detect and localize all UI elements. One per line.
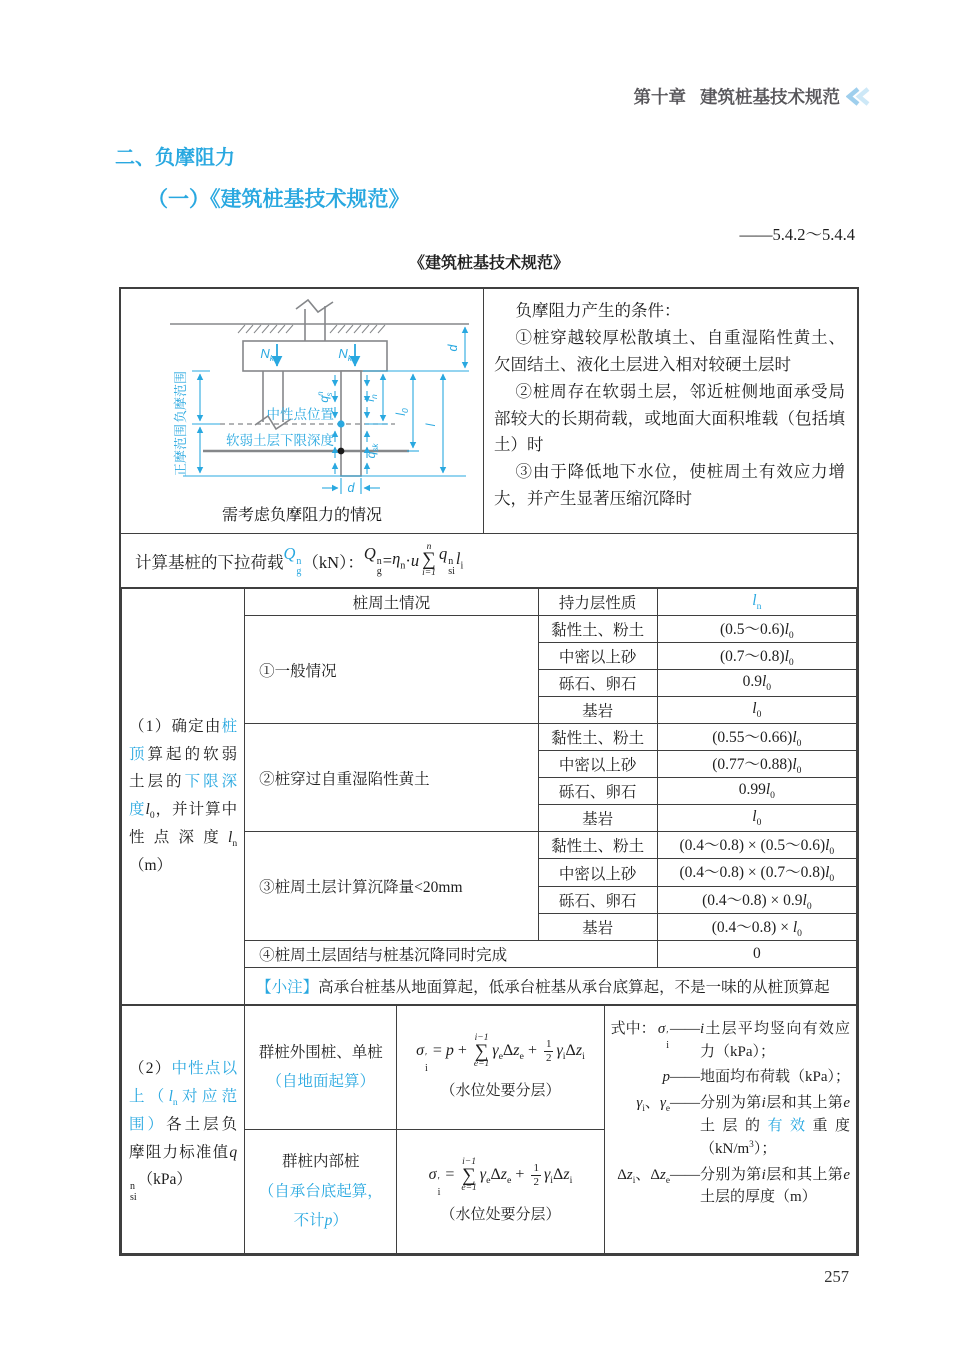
soil-type-cell: 中密以上砂 <box>538 643 657 670</box>
soil-type-cell: 砾石、卵石 <box>538 670 657 697</box>
ln-value-cell: (0.4～0.8) × $0.9l_0$ <box>657 886 856 913</box>
col-header-bearing-layer: 持力层性质 <box>538 589 657 616</box>
ln-value-cell: $l_0$ <box>657 697 856 724</box>
ln-value-cell: $(0.55\sim 0.66)l_0$ <box>657 724 856 751</box>
neutral-point-table <box>121 588 857 1005</box>
subsection-heading: （一）《建筑桩基技术规范》 <box>147 187 410 211</box>
page-number: 257 <box>824 1267 849 1286</box>
ln-value-cell: (0.4～0.8) × $(0.7\sim 0.8)l_0$ <box>657 859 856 886</box>
pile-case-cell: 群桩外围桩、单桩 （自地面起算） <box>245 1005 397 1129</box>
group-label: ①一般情况 <box>245 616 538 724</box>
condition-item: ③由于降低地下水位，使桩周土有效应力增大，并产生显著压缩沉降时 <box>494 462 845 509</box>
soft-limit-label: 软弱土层下限深度 <box>225 433 334 448</box>
ln-value-cell: (0.4～0.8) × $(0.5\sim 0.6)l_0$ <box>657 832 856 859</box>
condition-item: ②桩周存在软弱土层，邻近桩侧地面承受局部较大的长期荷载，或地面大面积堆载（包括填土）时 <box>494 381 845 455</box>
formula-note: （水位处要分层） <box>440 1207 561 1224</box>
soil-type-cell: 砾石、卵石 <box>538 886 657 913</box>
soil-type-cell: 基岩 <box>538 697 657 724</box>
note-row: 【小注】高承台桩基从地面算起，低承台桩基从承台底算起，不是一味的从桩顶算起 <box>245 967 857 1004</box>
neutral-point-label: 中性点位置 <box>266 407 334 422</box>
ln-dim-label: $l_n$ <box>362 394 379 402</box>
pile-case-cell: 群桩内部桩 （自承台底起算， 不计p） <box>245 1129 397 1253</box>
diagram-caption: 需考虑负摩阻力的情况 <box>221 507 382 524</box>
code-clause-reference: ——5.4.2～5.4.4 <box>739 225 855 244</box>
section-heading: 二、负摩阻力 <box>115 147 235 169</box>
stress-formula-cell <box>397 1129 604 1253</box>
d-bottom-label: d <box>347 481 354 495</box>
chapter-number: 第十章 <box>633 87 686 107</box>
col-header-soil-condition: 桩周土情况 <box>245 589 538 616</box>
symbol-definition-row: $\gamma_i$、$\gamma_e$ —— 分别为第i层和其上第e土层的有效重度$(kN/m^3)$； <box>636 1095 850 1157</box>
negative-friction-diagram <box>125 294 480 502</box>
row-label-1: （1）确定由桩顶算起的软弱土层的下限深度$l_0$，并计算中性点深度$l_n(m)$ <box>122 589 245 1005</box>
symbol-definition-row: 式中： σ ′ i —— i土层平均竖向有效应力（kPa）； <box>611 1018 850 1064</box>
soft-limit-dot <box>337 448 344 455</box>
soil-type-cell: 中密以上砂 <box>538 859 657 886</box>
group-label: ③桩周土层计算沉降量<20mm <box>245 832 538 940</box>
symbol-definition-row: $\Delta z_i$、$\Delta z_e$ —— 分别为第i层和其上第e土层的厚度（m） <box>617 1166 850 1206</box>
ln-value-cell: $0.99l_0$ <box>657 778 856 805</box>
table-title: 《建筑桩基技术规范》 <box>408 255 569 272</box>
content-table <box>119 287 859 1256</box>
qsi-table <box>121 1005 857 1254</box>
group-label: ②桩穿过自重湿陷性黄土 <box>245 724 538 832</box>
symbol-definitions-cell <box>604 1005 856 1253</box>
stress-formula: σ ′ i = p + i−1 ∑ e=1 $\gamma_e\Delta z_e$ + $\frac{1}{2}$ $\gamma_i\Delta z_i$ <box>416 1033 585 1074</box>
l-dim-label: l <box>423 423 438 427</box>
ln-value-cell: $(0.7\sim 0.8)l_0$ <box>657 643 856 670</box>
where-prefix: 式中： <box>610 1020 656 1037</box>
symbol-definition-row: p —— 地面均布荷载（kPa）； <box>662 1069 851 1086</box>
soil-type-cell: 基岩 <box>538 805 657 832</box>
load-label: $N_k$ <box>259 346 274 363</box>
ln-value-cell: $0.9l_0$ <box>657 670 856 697</box>
load-label: $N_k$ <box>337 346 352 363</box>
d-dim-label: d <box>445 344 460 352</box>
soil-type-cell: 黏性土、粉土 <box>538 616 657 643</box>
double-left-chevron-icon <box>846 87 871 106</box>
formula-note: （水位处要分层） <box>440 1083 561 1100</box>
stress-formula: σ ′ i = i−1 ∑ e=1 $\gamma_e\Delta z_e$ + $\frac{1}{2}$ $\gamma_i\Delta z_i$ <box>428 1157 573 1198</box>
stress-formula-cell <box>397 1005 604 1129</box>
soil-type-cell: 黏性土、粉土 <box>538 832 657 859</box>
ln-value-cell: (0.4～0.8) × $l_0$ <box>657 913 856 940</box>
neutral-point-dot <box>337 420 344 427</box>
ln-value-cell: $(0.5\sim 0.6)l_0$ <box>657 616 856 643</box>
soil-type-cell: 黏性土、粉土 <box>538 724 657 751</box>
top-row <box>121 289 857 534</box>
soil-type-cell: 基岩 <box>538 913 657 940</box>
column-break <box>296 300 333 312</box>
chapter-title: 建筑桩基技术规范 <box>700 87 840 107</box>
row-label-2: （2）中性点以上（$l_n$对应范围）各土层负摩阻力标准值q n si （kPa） <box>122 1005 245 1253</box>
condition-item: ①桩穿越较厚松散填土、自重湿陷性黄土、欠固结土、液化土层进入相对较硬土层时 <box>494 327 845 374</box>
soil-type-cell: 中密以上砂 <box>538 751 657 778</box>
pile-diagram-cell <box>121 289 484 533</box>
ln-value-cell: $(0.77\sim 0.88)l_0$ <box>657 751 856 778</box>
q-pos-label: $q_{sk}$ <box>363 443 380 459</box>
row4-value: 0 <box>657 940 856 967</box>
row4-label: ④桩周土层固结与桩基沉降同时完成 <box>245 940 658 967</box>
q-neg-label: $q^ns$ <box>315 391 334 403</box>
running-header <box>0 84 871 109</box>
col-header-ln: $l_n$ <box>657 589 856 616</box>
pull-load-formula-row: 计算基桩的下拉荷载 Q n g （kN）： Q n g = $\eta_n$ · u n ∑ i=1 q n si $l_i$ <box>121 534 857 588</box>
soil-type-cell: 砾石、卵石 <box>538 778 657 805</box>
l0-dim-label: $l_0$ <box>393 408 410 416</box>
ground-hatch <box>238 325 385 333</box>
neg-range-label: 负摩范围 <box>172 370 188 424</box>
ln-value-cell: $l_0$ <box>657 805 856 832</box>
conditions-cell <box>484 289 857 533</box>
conditions-title: 负摩阻力产生的条件： <box>515 301 681 320</box>
pos-range-label: 正摩范围 <box>172 423 188 477</box>
